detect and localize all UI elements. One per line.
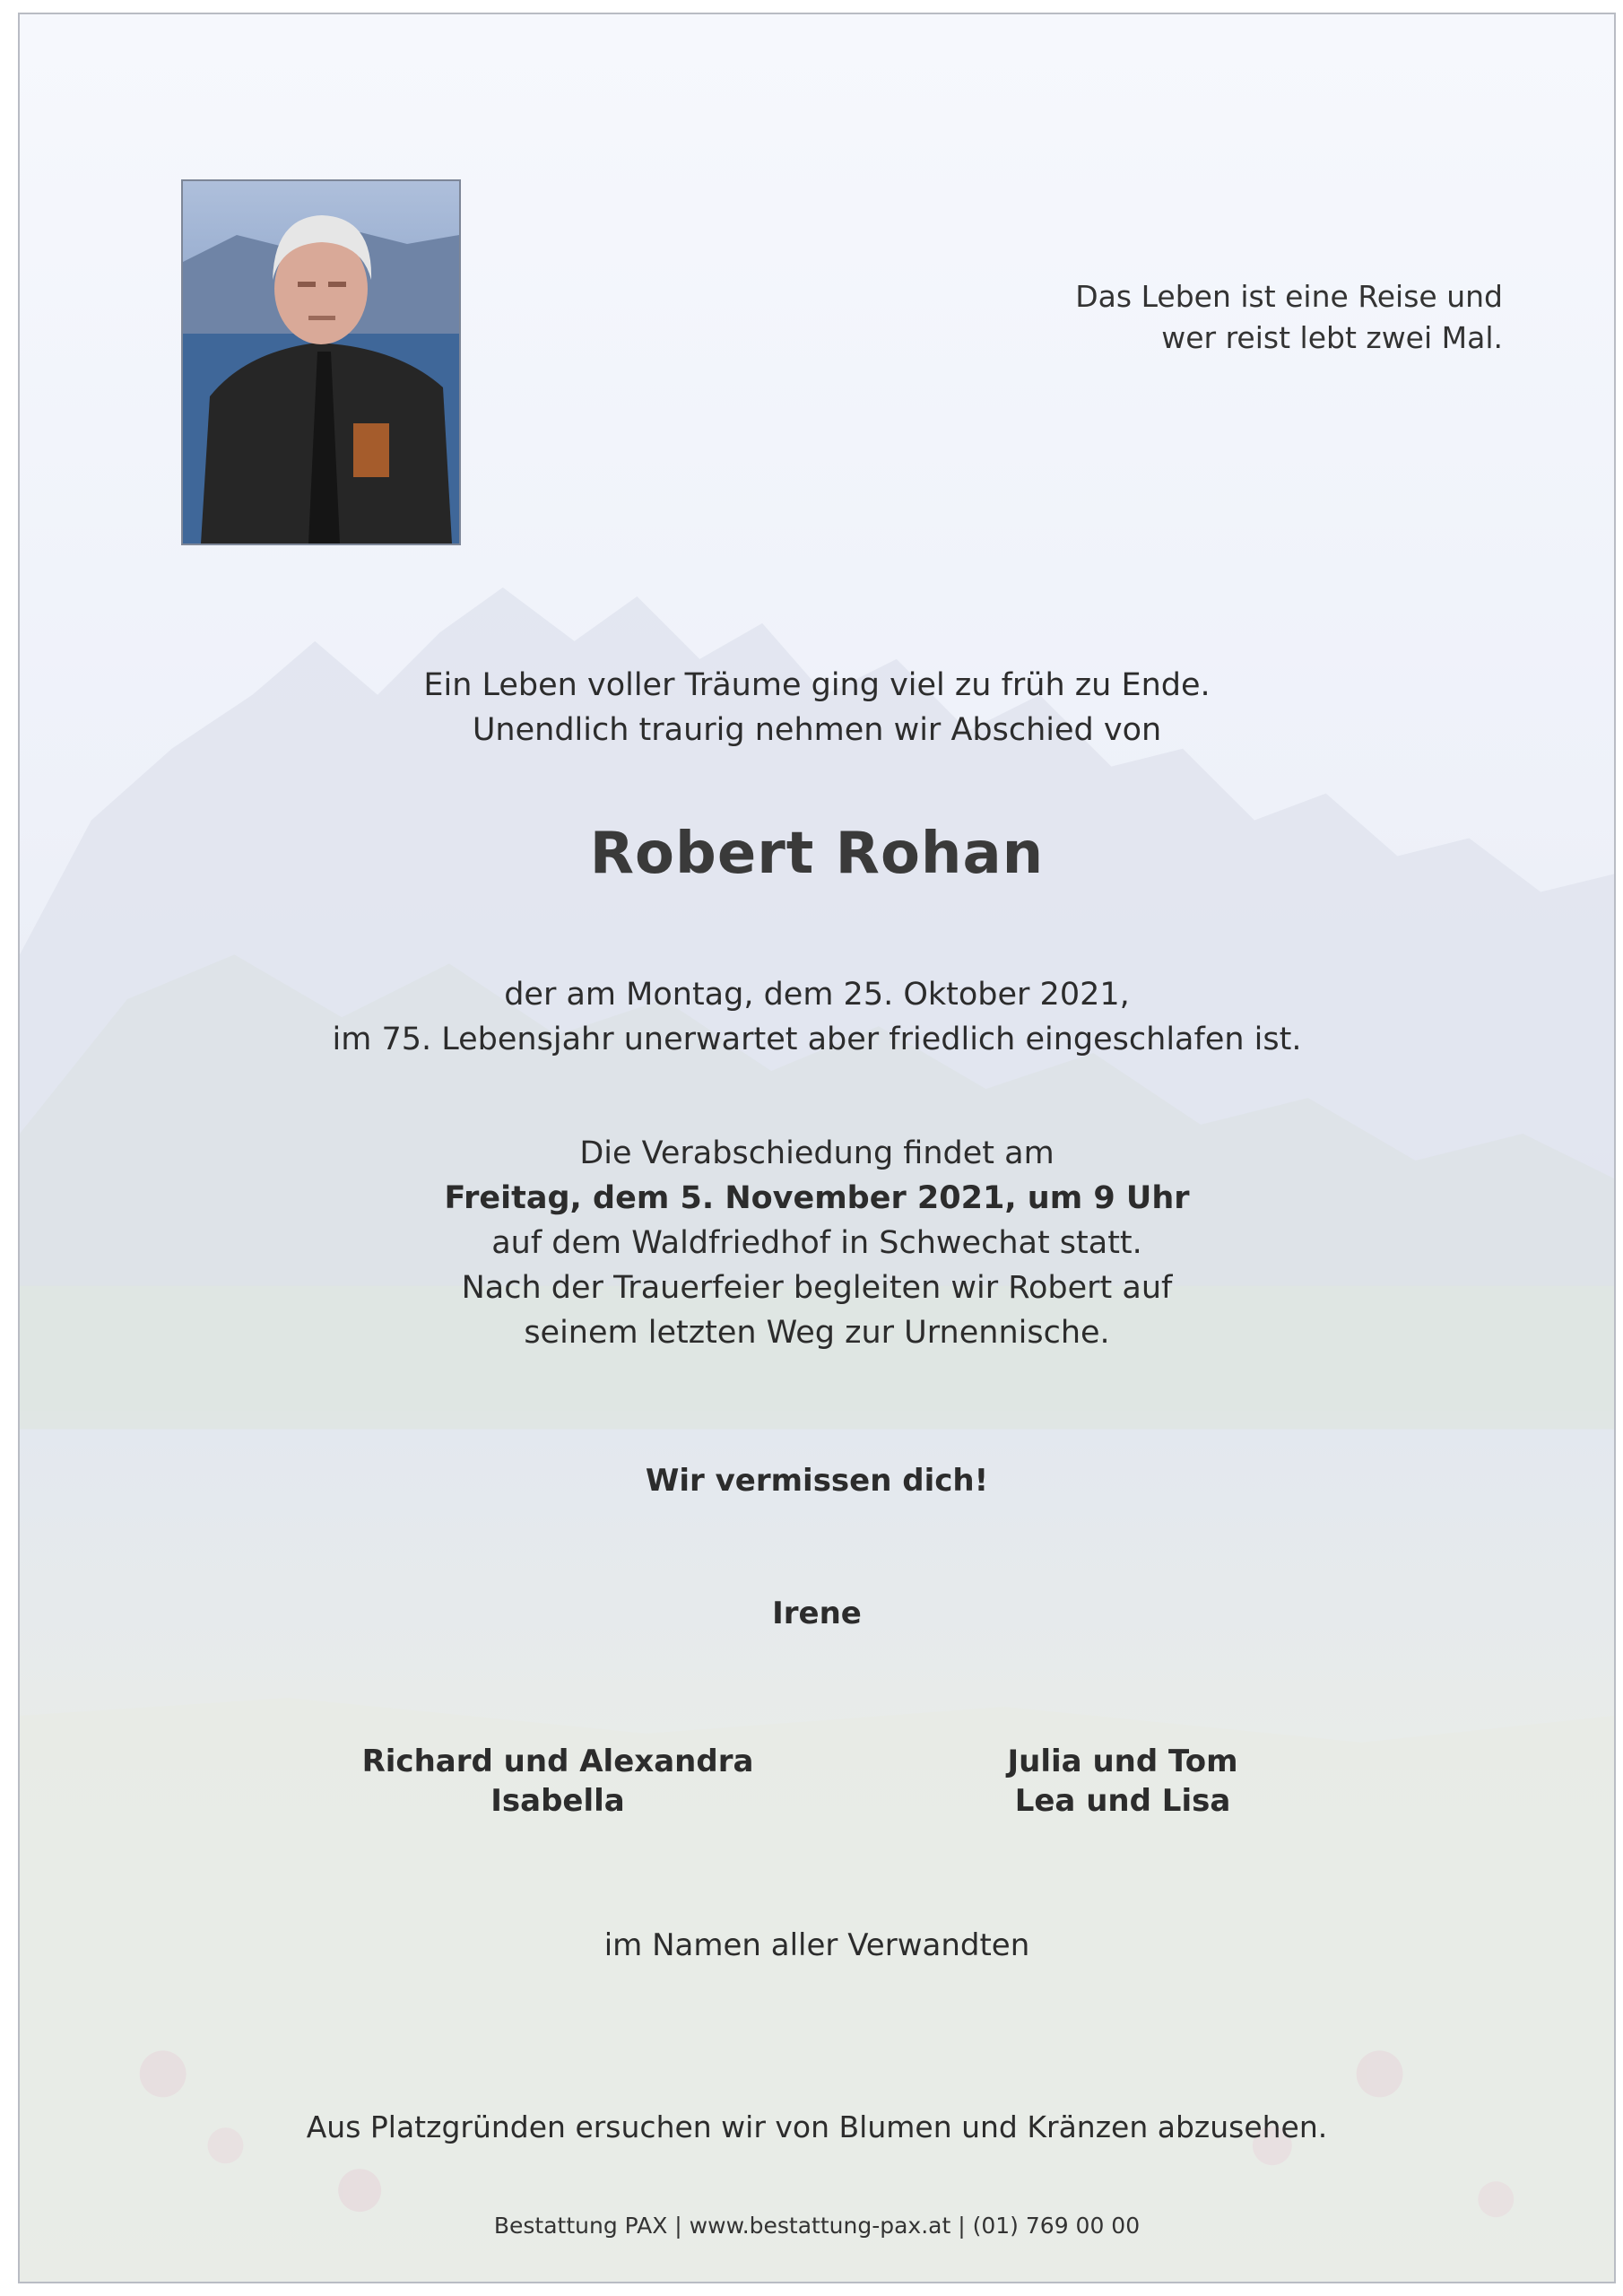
death-notice [20,972,1614,1062]
ceremony-details [20,1131,1614,1355]
intro-line: Unendlich traurig nehmen wir Abschied von [472,712,1162,748]
quote-line: Das Leben ist eine Reise und [1075,279,1503,314]
ceremony-line: Die Verabschiedung findet am [579,1135,1055,1171]
intro-line: Ein Leben voller Träume ging viel zu früh zu Ende. [423,667,1211,703]
obituary-sheet [18,13,1616,2283]
mourner-name: Isabella [490,1783,625,1819]
intro-text [20,663,1614,752]
death-notice-line: im 75. Lebensjahr unerwartet aber friedlich eingeschlafen ist. [332,1022,1302,1057]
death-notice-line: der am Montag, dem 25. Oktober 2021, [504,977,1130,1013]
primary-mourner: Irene [772,1596,862,1631]
quote-line: wer reist lebt zwei Mal. [1161,320,1503,355]
mourner-name: Julia und Tom [1007,1744,1238,1779]
quote [875,276,1503,359]
ceremony-line: seinem letzten Weg zur Urnennische. [524,1315,1110,1351]
mourners-left [316,1742,800,1821]
portrait-photo [181,179,461,545]
farewell-line: Wir vermissen dich! [645,1463,989,1499]
ceremony-line: Nach der Trauerfeier begleiten wir Robert auf [461,1270,1173,1306]
ceremony-line: auf dem Waldfriedhof in Schwechat statt. [491,1225,1142,1261]
mourner-name: Richard und Alexandra [361,1744,754,1779]
mourner-name: Lea und Lisa [1014,1783,1231,1819]
relatives-line: im Namen aller Verwandten [603,1927,1030,1963]
deceased-name: Robert Rohan [589,821,1045,887]
mourners-right [881,1742,1365,1821]
ceremony-date-time: Freitag, dem 5. November 2021, um 9 Uhr [444,1180,1190,1216]
funeral-home-footer: Bestattung PAX | www.bestattung-pax.at | (01) 769 00 00 [493,2213,1141,2239]
flowers-note: Aus Platzgründen ersuchen wir von Blumen und Kränzen abzusehen. [306,2109,1328,2144]
